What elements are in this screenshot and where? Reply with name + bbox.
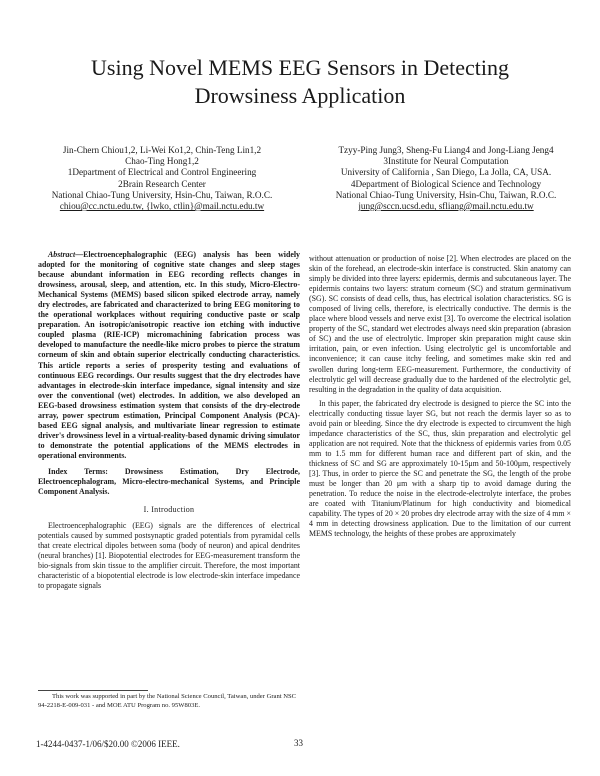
author-names: Chao-Ting Hong1,2 (125, 156, 199, 167)
footnote (38, 693, 300, 710)
author-block-right (306, 145, 586, 212)
abstract-text: —Electroencephalographic (EEG) analysis has been widely adopted for the monitoring of cognitive state changes and sleep stages because abundant information in EEG recording reflects changes in drowsiness, arousal, sleep, and attention, etc. In this study, Micro-Electro-Mechanical Systems (MEMS) based silicon spiked electrode array, namely dry electrodes, are fabricated and characterized to bring EEG monitoring to the operational workplaces without requiring conductive paste or scalp preparation. An isotropic/anisotropic reactive ion etching with inductive coupled plasma (RIE-ICP) micromachining fabrication process was developed to manufacture the needle-like micro probes to pierce the stratum corneum of skin and obtain superior electrically conducting characteristics. This article reports a series of prosperity testing and evaluations of continuous EEG recordings. Our results suggest that the dry electrodes have advantages in electrode-skin interface impedance, signal intensity and size over the conventional (wet) electrodes. In addition, we also developed an EEG-based drowsiness estimation system that consists of the dry-electrode array, power spectrum estimation, Principal Component Analysis (PCA)-based EEG signal analysis, and multivariate linear regression to estimate driver's drowsiness level in a virtual-reality-based dynamic driving simulator to demonstrate the potential applications of the MEMS electrodes in operational environments. (38, 250, 300, 460)
index-terms: Index Terms: Drowsiness Estimation, Dry Electrode, Electroencephalogram, Micro-electro-mechanical Systems, and Principle Component Analysis. (38, 466, 300, 497)
author-names: Jin-Chern Chiou1,2, Li-Wei Ko1,2, Chin-Teng Lin1,2 (62, 145, 262, 155)
author-block-left (22, 145, 302, 212)
abstract (38, 250, 300, 461)
email-link[interactable]: chiou@cc.nctu.edu.tw, {lwko, ctlin}@mail.nctu.edu.tw (59, 201, 265, 212)
affiliation: University of California , San Diego, La Jolla, CA, USA. (340, 167, 552, 178)
right-column (309, 254, 571, 543)
affiliation: 3Institute for Neural Computation (383, 156, 509, 167)
affiliation: National Chiao-Tung University, Hsin-Chu, Taiwan, R.O.C. (51, 189, 273, 200)
footnote-divider (38, 690, 148, 691)
footnote-text: This work was supported in part by the National Science Council, Taiwan, under Grant NSC 94-2218-E-009-031 - and MOE ATU Program no. 95W803E. (38, 693, 297, 709)
section-heading: I. Introduction (143, 505, 195, 515)
paragraph: Electroencephalographic (EEG) signals are the differences of electrical potentials caused by summed postsynaptic graded potentials from pyramidal cells that create electrical dipoles between soma (body of neuron) and apical dendrites (neural branches) [1]. Biopotential electrodes for EEG-measurement transform the bio-signals from skin tissue to the amplifier circuit. Therefore, the most important characteristic of a biopotential electrode is low electrode-skin interface impedance to propagate signals (38, 521, 300, 591)
title-line-1: Using Novel MEMS EEG Sensors in Detecting (91, 55, 509, 80)
paragraph: In this paper, the fabricated dry electrode is designed to pierce the SC into the electrically conducting tissue layer SG, but not reach the dermis layer so as to avoid pain or bleeding. Since the dry electrode is expected to circumvent the high impedance characteristics of the SC, thus, skin preparation and electrolytic gel application are not required. Note that the thickness of epidermis varies from 0.05 mm to 1.5 mm for different human race and different part of skin, and the thickness of SC and SG are approximately 10-15μm and 50-100μm, respectively [3]. Thus, in order to pierce the SC and penetrate the SG, the length of the probe must be longer than 20 μm with a sharp tip to avoid damage during the penetration. To reduce the noise in the electrode-electrolyte interface, the probes are coated with Titanium/Platinum for high conductivity and biomedical capability. The types of 20 × 20 probes dry electrode array with the size of 4 mm × 4 mm in detecting drowsiness application. Due to the limitation of our current MEMS technology, the heights of these probes are approximately (309, 398, 571, 539)
affiliation: 4Department of Biological Science and Technology (350, 178, 542, 189)
affiliation: 2Brain Research Center (118, 178, 206, 189)
copyright-notice: 1-4244-0437-1/06/$20.00 ©2006 IEEE. (36, 739, 180, 749)
author-names: Tzyy-Ping Jung3, Sheng-Fu Liang4 and Jong-Liang Jeng4 (338, 145, 554, 155)
paragraph: without attenuation or production of noise [2]. When electrodes are placed on the skin of the forehead, an electrode-skin interface is constructed. Skin anatomy can simply be divided into three layers: epidermis, dermis and subcutaneous layer. The epidermis contains two layers: stratum corneum (SC) and stratum germinativum (SG). SC consists of dead cells, thus, has electrical isolation characteristics. SG is composed of living cells, therefore, is electrically conductive. The dermis is the place where blood vessels and nerve exist [3]. To overcome the electrical isolation property of the SC, standard wet electrodes always need skin preparation (abrasion of SC) and the use of electrolytic. Improper skin preparation might cause skin irritation, pain, or even infection. Using electrolytic gel is uncomfortable and inconvenience; it can cause itchy feeling, and sometimes make skin red and swollen during long-term EEG-measurement. Furthermore, the conductivity of electrolytic gel will decrease gradually due to the hardened of the electrolytic gel, resulting in the degradation in the quality of data acquisition. (309, 254, 571, 394)
page-number: 33 (294, 738, 303, 748)
abstract-label: Abstract (48, 250, 76, 259)
paper-title (40, 54, 560, 110)
email-link[interactable]: jung@sccn.ucsd.edu, sfliang@mail.nctu.edu.tw (358, 201, 534, 212)
left-column (38, 250, 300, 596)
affiliation: 1Department of Electrical and Control Engineering (67, 167, 257, 178)
affiliation: National Chiao-Tung University, Hsin-Chu, Taiwan, R.O.C. (335, 189, 557, 200)
title-line-2: Drowsiness Application (194, 83, 406, 108)
